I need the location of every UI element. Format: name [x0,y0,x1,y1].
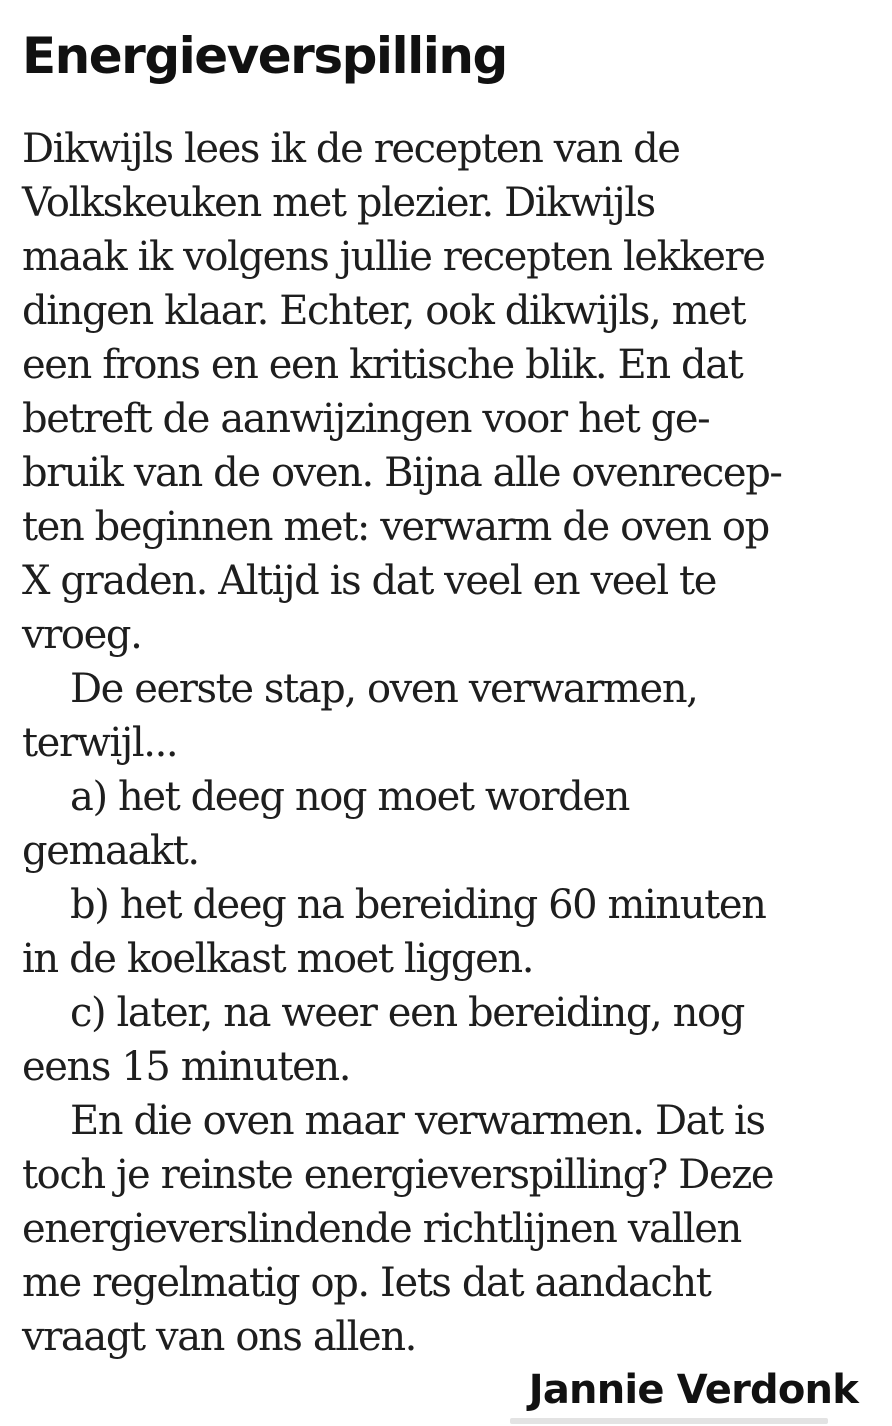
body-line: ten beginnen met: verwarm de oven op [22,504,769,550]
body-line: bruik van de oven. Bijna alle ovenrecep- [22,450,782,496]
body-line: energieverslindende richtlijnen vallen [22,1206,741,1252]
body-line: vroeg. [22,612,142,658]
body-line: dingen klaar. Echter, ook dikwijls, met [22,288,746,334]
list-item-a: a) het deeg nog moet worden [70,774,629,820]
body-line: X graden. Altijd is dat veel en veel te [22,558,716,604]
body-line: me regelmatig op. Iets dat aandacht [22,1260,711,1306]
body-line: eens 15 minuten. [22,1044,351,1090]
body-line: betreft de aanwijzingen voor het ge- [22,396,710,442]
body-line: in de koelkast moet liggen. [22,936,534,982]
body-line: maak ik volgens jullie recepten lekkere [22,234,765,280]
body-line-indented: En die oven maar verwarmen. Dat is [70,1098,765,1144]
body-line: toch je reinste energieverspilling? Deze [22,1152,774,1198]
author-signature: Jannie Verdonk [528,1367,858,1413]
list-item-b: b) het deeg na bereiding 60 minuten [70,882,766,928]
article-body [22,122,872,1364]
body-line: een frons en een kritische blik. En dat [22,342,743,388]
body-line: gemaakt. [22,828,199,874]
letter-article [22,20,872,1364]
body-line: vraagt van ons allen. [22,1314,416,1360]
body-line: Dikwijls lees ik de recepten van de [22,126,680,172]
body-line-indented: De eerste stap, oven verwarmen, [70,666,698,712]
article-title: Energieverspilling [22,27,507,85]
divider [510,1418,828,1424]
body-line: terwijl... [22,720,178,766]
list-item-c: c) later, na weer een bereiding, nog [70,990,744,1036]
body-line: Volkskeuken met plezier. Dikwijls [22,180,655,226]
